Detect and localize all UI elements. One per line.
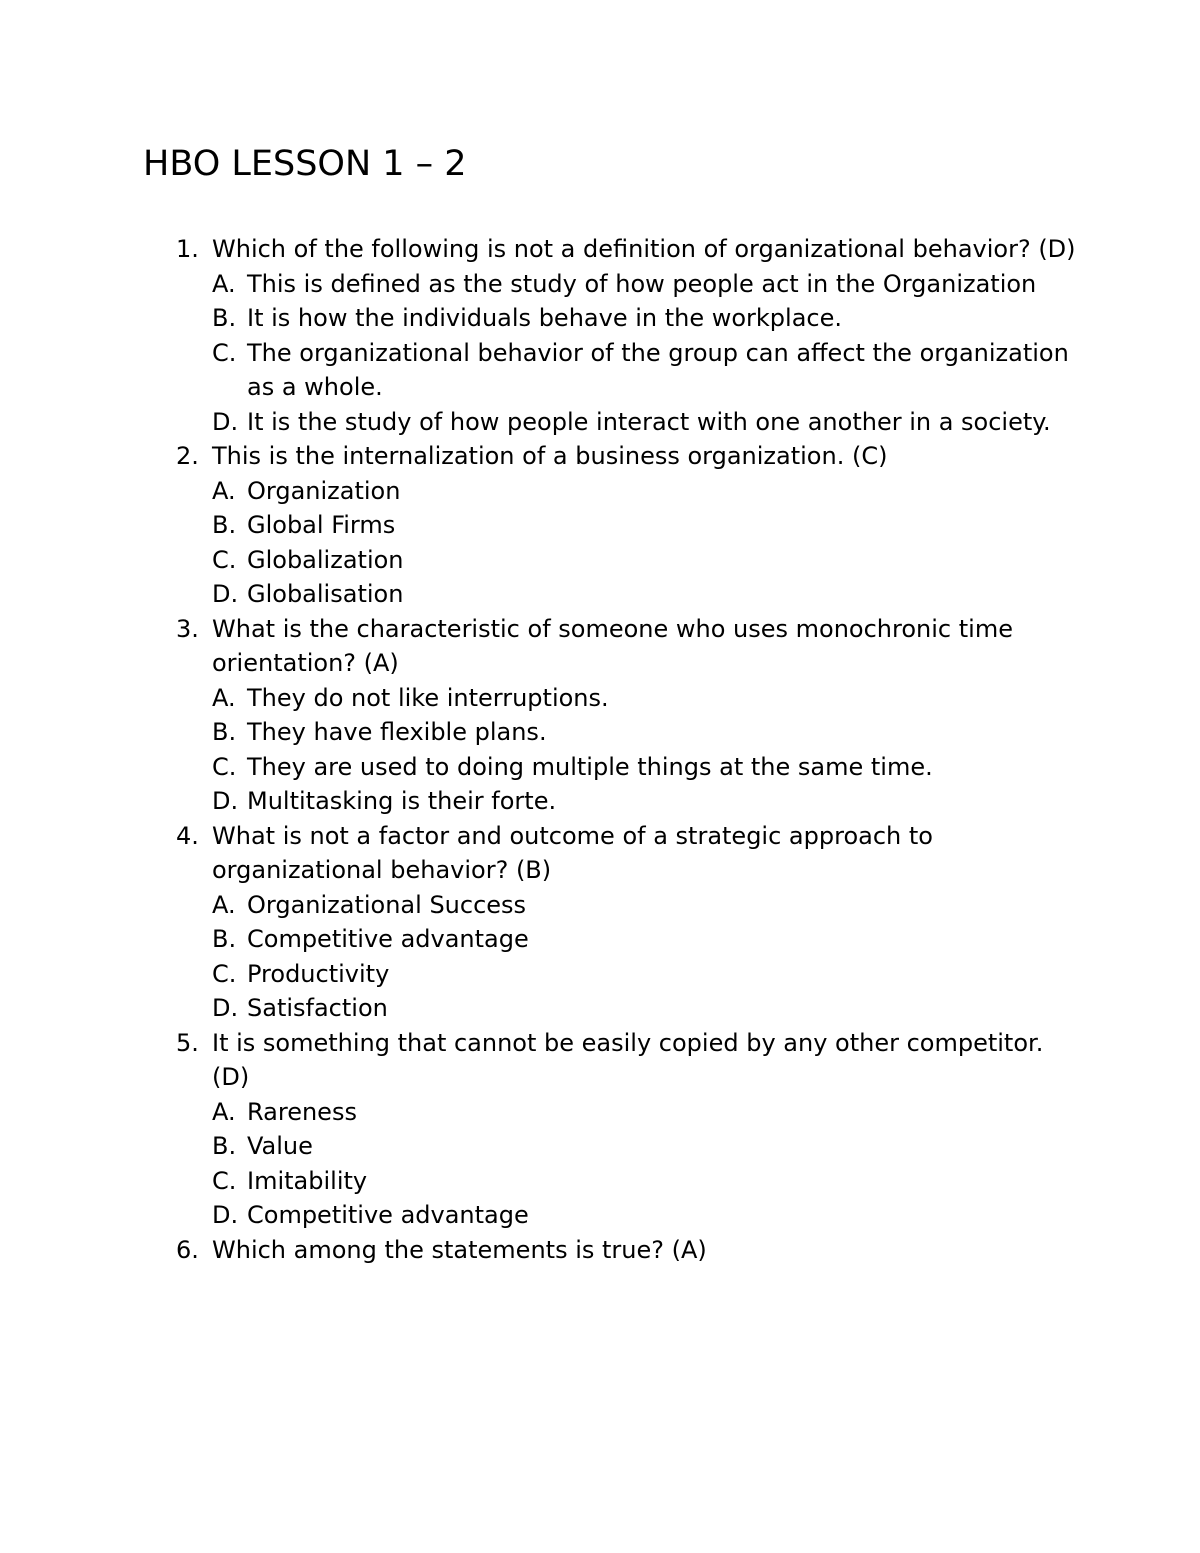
option-text: They have flexible plans. (247, 718, 547, 746)
option-item (212, 750, 1076, 785)
question-number: 4. (176, 821, 199, 850)
option-item (212, 474, 1076, 509)
question-list (176, 232, 1076, 1267)
option-text: Productivity (247, 959, 390, 988)
option-letter: D. (212, 580, 239, 608)
option-text: Value (247, 1132, 313, 1160)
question-text: What is the characteristic of someone who uses monochronic time orientation? (A) (212, 614, 1013, 677)
option-text: They are used to doing multiple things at the same time. (247, 752, 933, 781)
option-letter: B. (212, 1132, 237, 1160)
option-letter: C. (212, 545, 237, 574)
option-text: Competitive advantage (247, 925, 529, 953)
option-item (212, 508, 1076, 543)
option-text: The organizational behavior of the group can affect the organization as a whole. (247, 338, 1069, 401)
question-4 (176, 819, 1076, 1026)
option-letter: B. (212, 718, 237, 746)
option-text: Competitive advantage (247, 1201, 529, 1229)
option-text: This is defined as the study of how people act in the Organization (247, 269, 1037, 298)
option-text: They do not like interruptions. (247, 683, 609, 712)
option-letter: B. (212, 925, 237, 953)
option-letter: D. (212, 787, 239, 815)
option-list (212, 681, 1076, 819)
option-letter: B. (212, 511, 237, 539)
option-text: Rareness (247, 1097, 357, 1126)
option-item (212, 957, 1076, 992)
option-item (212, 1095, 1076, 1130)
option-item (212, 1129, 1076, 1164)
option-item (212, 336, 1076, 405)
question-text: Which of the following is not a definition of organizational behavior? (D) (212, 235, 1076, 263)
option-item (212, 543, 1076, 578)
question-text: What is not a factor and outcome of a strategic approach to organizational behavior? (B) (212, 821, 933, 884)
option-letter: C. (212, 1166, 237, 1195)
option-item (212, 301, 1076, 336)
question-1 (176, 232, 1076, 439)
option-item (212, 922, 1076, 957)
option-item (212, 715, 1076, 750)
document-title: HBO LESSON 1 – 2 (143, 144, 467, 184)
question-number: 5. (176, 1028, 199, 1057)
question-6 (176, 1233, 1076, 1268)
option-item (212, 784, 1076, 819)
option-letter: A. (212, 1097, 236, 1126)
question-number: 1. (176, 235, 199, 263)
option-text: It is how the individuals behave in the workplace. (247, 304, 843, 332)
option-list (212, 888, 1076, 1026)
option-text: Organizational Success (247, 890, 527, 919)
option-letter: A. (212, 890, 236, 919)
option-letter: A. (212, 683, 236, 712)
option-letter: D. (212, 994, 239, 1022)
question-text: This is the internalization of a business organization. (C) (212, 442, 888, 470)
option-letter: C. (212, 338, 237, 367)
option-text: Globalisation (247, 580, 404, 608)
option-list (212, 267, 1076, 440)
option-text: Imitability (247, 1166, 368, 1195)
option-item (212, 405, 1076, 440)
option-text: It is the study of how people interact with one another in a society. (247, 407, 1051, 436)
option-text: Multitasking is their forte. (247, 787, 557, 815)
option-letter: D. (212, 1201, 239, 1229)
option-text: Global Firms (247, 511, 396, 539)
question-number: 2. (176, 442, 199, 470)
option-item (212, 991, 1076, 1026)
option-item (212, 1198, 1076, 1233)
option-item (212, 1164, 1076, 1199)
option-item (212, 888, 1076, 923)
option-list (212, 1095, 1076, 1233)
option-text: Satisfaction (247, 994, 388, 1022)
option-letter: C. (212, 959, 237, 988)
question-number: 6. (176, 1235, 199, 1264)
question-3 (176, 612, 1076, 819)
question-2 (176, 439, 1076, 612)
question-text: It is something that cannot be easily copied by any other competitor. (D) (212, 1028, 1044, 1091)
option-letter: A. (212, 476, 236, 505)
option-letter: B. (212, 304, 237, 332)
option-text: Globalization (247, 545, 404, 574)
question-5 (176, 1026, 1076, 1233)
question-number: 3. (176, 614, 199, 643)
question-text: Which among the statements is true? (A) (212, 1235, 707, 1264)
option-letter: C. (212, 752, 237, 781)
option-letter: A. (212, 269, 236, 298)
option-letter: D. (212, 407, 239, 436)
option-list (212, 474, 1076, 612)
option-text: Organization (247, 476, 401, 505)
option-item (212, 267, 1076, 302)
option-item (212, 681, 1076, 716)
option-item (212, 577, 1076, 612)
